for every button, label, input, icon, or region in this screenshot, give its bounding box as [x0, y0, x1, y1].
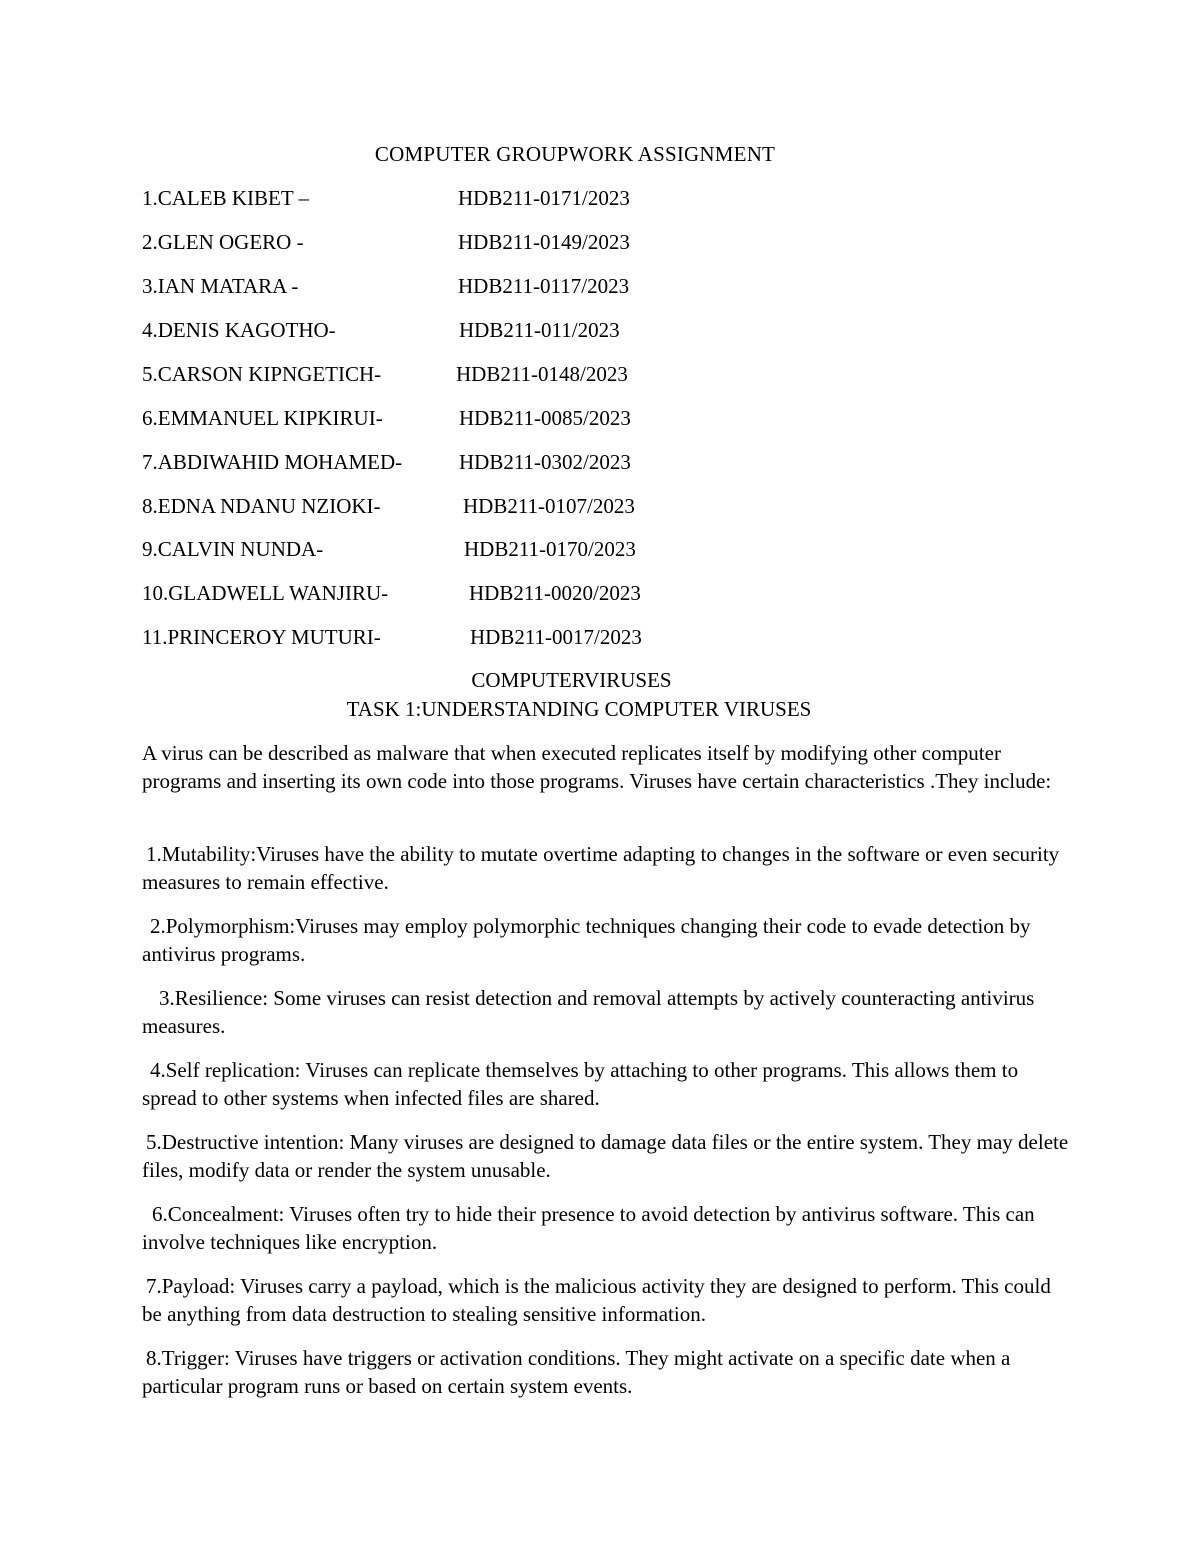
characteristic-paragraph: 5.Destructive intention: Many viruses are designed to damage data files or the entire system. They may delete files, modify data or render the system unusable.: [142, 1130, 1069, 1182]
member-name: 9.CALVIN NUNDA-: [142, 537, 324, 561]
intro-paragraph: A virus can be described as malware that when executed replicates itself by modifying other computer programs and inserting its own code into those programs. Viruses have certain characteristics .They include:: [142, 741, 1052, 793]
section-heading: COMPUTERVIRUSES: [471, 668, 672, 692]
member-name: 11.PRINCEROY MUTURI-: [142, 625, 381, 649]
characteristic-paragraph: 1.Mutability:Viruses have the ability to mutate overtime adapting to changes in the software or even security measures to remain effective.: [142, 842, 1060, 894]
member-reg-number: HDB211-0171/2023: [458, 186, 630, 210]
member-name: 4.DENIS KAGOTHO-: [142, 318, 336, 342]
characteristic-paragraph: 3.Resilience: Some viruses can resist detection and removal attempts by actively counteracting antivirus measures.: [142, 986, 1035, 1038]
member-name: 10.GLADWELL WANJIRU-: [142, 581, 389, 605]
characteristic-paragraph: 7.Payload: Viruses carry a payload, which is the malicious activity they are designed to perform. This could be anything from data destruction to stealing sensitive information.: [142, 1274, 1051, 1326]
member-reg-number: HDB211-011/2023: [459, 318, 620, 342]
member-name: 7.ABDIWAHID MOHAMED-: [142, 450, 403, 474]
document-title: COMPUTER GROUPWORK ASSIGNMENT: [374, 142, 776, 166]
characteristic-paragraph: 4.Self replication: Viruses can replicate themselves by attaching to other programs. This allows them to spread to other systems when infected files are shared.: [142, 1058, 1019, 1110]
member-name: 1.CALEB KIBET –: [142, 186, 310, 210]
task-heading: TASK 1:UNDERSTANDING COMPUTER VIRUSES: [346, 697, 812, 721]
member-reg-number: HDB211-0085/2023: [459, 406, 631, 430]
member-reg-number: HDB211-0149/2023: [458, 230, 630, 254]
member-reg-number: HDB211-0107/2023: [463, 494, 635, 518]
member-name: 5.CARSON KIPNGETICH-: [142, 362, 382, 386]
member-name: 2.GLEN OGERO -: [142, 230, 304, 254]
member-reg-number: HDB211-0020/2023: [469, 581, 641, 605]
characteristic-paragraph: 6.Concealment: Viruses often try to hide their presence to avoid detection by antivirus software. This can involve techniques like encryption.: [142, 1202, 1035, 1254]
member-name: 6.EMMANUEL KIPKIRUI-: [142, 406, 383, 430]
characteristic-paragraph: 8.Trigger: Viruses have triggers or activation conditions. They might activate on a specific date when a particular program runs or based on certain system events.: [142, 1346, 1011, 1398]
member-reg-number: HDB211-0117/2023: [458, 274, 630, 298]
member-reg-number: HDB211-0302/2023: [459, 450, 631, 474]
member-reg-number: HDB211-0017/2023: [470, 625, 642, 649]
member-reg-number: HDB211-0148/2023: [456, 362, 628, 386]
member-name: 3.IAN MATARA -: [142, 274, 299, 298]
characteristic-paragraph: 2.Polymorphism:Viruses may employ polymorphic techniques changing their code to evade detection by antivirus programs.: [142, 914, 1031, 966]
member-name: 8.EDNA NDANU NZIOKI-: [142, 494, 381, 518]
member-reg-number: HDB211-0170/2023: [464, 537, 636, 561]
